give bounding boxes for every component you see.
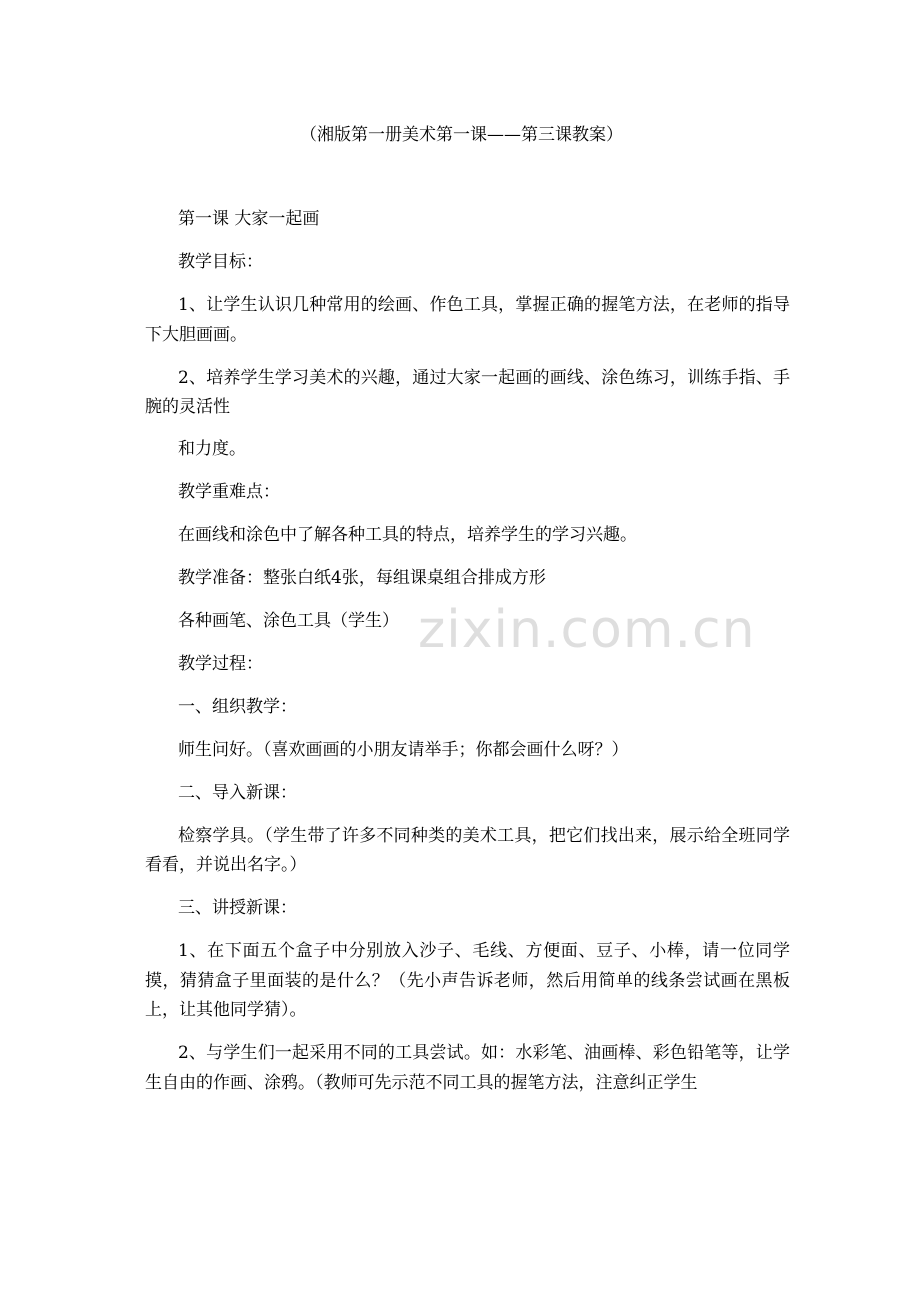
section-3-paragraph-1: 1、在下面五个盒子中分别放入沙子、毛线、方便面、豆子、小棒，请一位同学摸，猜猜盒子里面装的是什么？（先小声告诉老师，然后用简单的线条尝试画在黑板上，让其他同学猜）。 [145,941,790,1020]
section-1-paragraph: 师生问好。（喜欢画画的小朋友请举手；你都会画什么呀？） [178,739,629,760]
preparation-tools-paragraph: 各种画笔、涂色工具（学生） [178,610,399,631]
goal-paragraph-2-continued: 和力度。 [178,438,246,459]
goal-paragraph-1: 1、让学生认识几种常用的绘画、作色工具，掌握正确的握笔方法，在老师的指导下大胆画画。 [145,295,790,345]
section-1-heading: 一、组织教学： [178,696,297,717]
teaching-goals-heading: 教学目标： [178,252,263,272]
key-points-heading: 教学重难点： [178,481,280,502]
lesson-heading: 第一课 大家一起画 [178,209,320,229]
section-2-heading: 二、导入新课： [178,782,297,803]
section-2-paragraph: 检察学具。（学生带了许多不同种类的美术工具，把它们找出来，展示给全班同学看看，并说出名字。） [145,825,790,875]
section-3-heading: 三、讲授新课： [178,898,297,918]
goal-paragraph-2: 2、培养学生学习美术的兴趣，通过大家一起画的画线、涂色练习，训练手指、手腕的灵活性 [145,367,790,417]
watermark-text: zixin.com.cn [418,600,756,660]
process-heading: 教学过程： [178,653,263,674]
key-points-paragraph: 在画线和涂色中了解各种工具的特点，培养学生的学习兴趣。 [178,524,637,545]
section-3-paragraph-2: 2、与学生们一起采用不同的工具尝试。如：水彩笔、油画棒、彩色铅笔等，让学生自由的作画、涂鸦。（教师可先示范不同工具的握笔方法，注意纠正学生 [145,1043,790,1093]
document-title: （湘版第一册美术第一课——第三课教案） [300,125,623,145]
preparation-paragraph: 教学准备：整张白纸4张，每组课桌组合排成方形 [178,567,546,588]
